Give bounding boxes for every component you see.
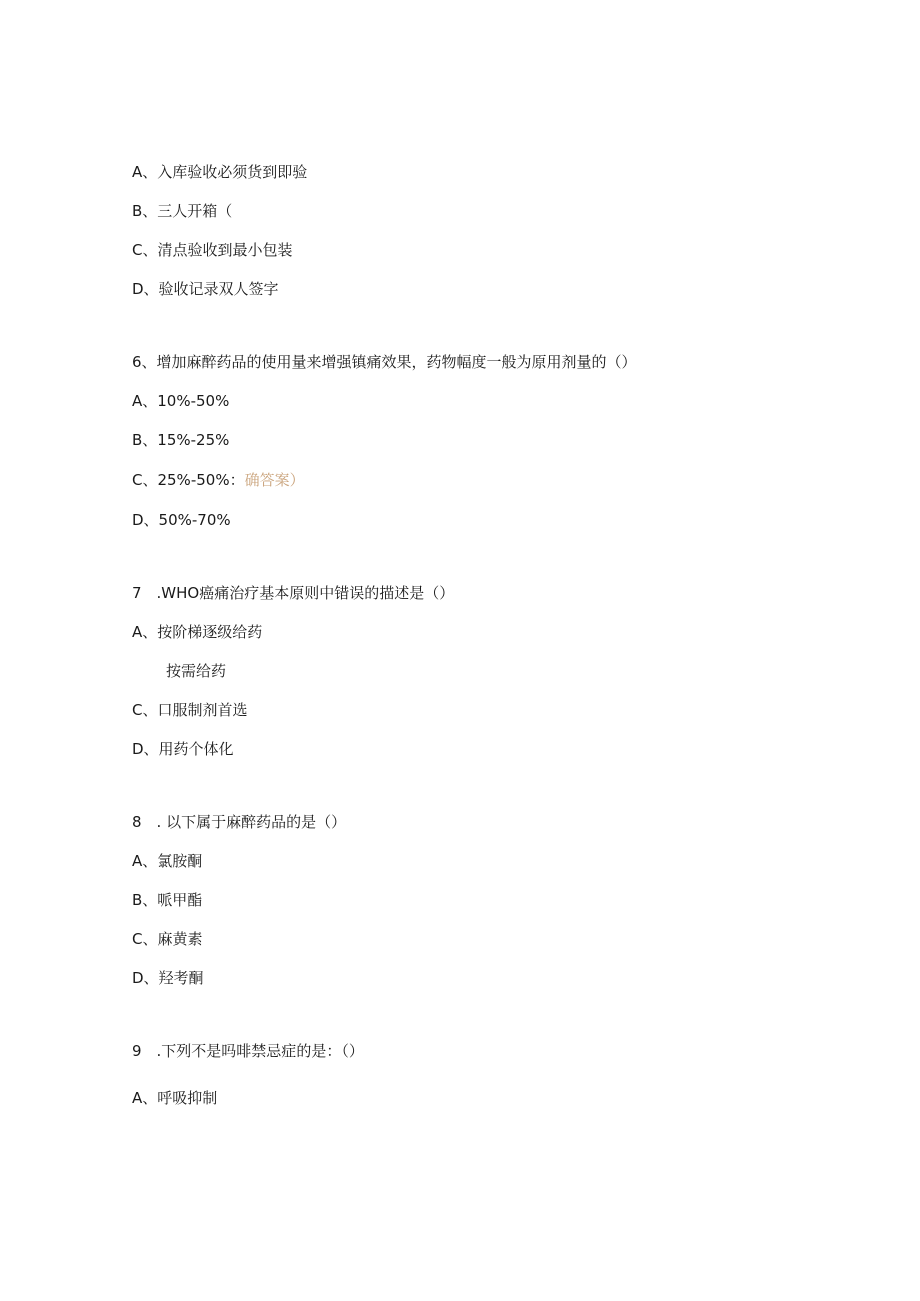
q8-option-a: A、氯胺酮: [132, 852, 203, 870]
q8-option-b: B、哌甲酯: [132, 891, 203, 909]
q7-option-d: D、用药个体化: [132, 740, 234, 758]
q7-stem: 7 .WHO癌痛治疗基本原则中错误的描述是（）: [132, 584, 455, 602]
q6-option-b: B、15%-25%: [132, 431, 230, 449]
q5-option-d: D、验收记录双人签字: [132, 280, 279, 298]
q8-option-c: C、麻黄素: [132, 930, 203, 948]
q6-option-c-text: C、25%-50%：: [132, 471, 245, 489]
q7-option-a: A、按阶梯逐级给药: [132, 623, 263, 641]
q7-option-c: C、口服制剂首选: [132, 701, 248, 719]
q8-stem: 8 . 以下属于麻醉药品的是（）: [132, 813, 347, 831]
q9-option-a: A、呼吸抑制: [132, 1089, 218, 1107]
q9-stem: 9 .下列不是吗啡禁忌症的是：（）: [132, 1042, 364, 1060]
q5-option-a: A、入库验收必须货到即验: [132, 163, 308, 181]
q6-option-a: A、10%-50%: [132, 392, 230, 410]
q5-option-b: B、三人开箱（: [132, 202, 233, 220]
q6-stem: 6、增加麻醉药品的使用量来增强镇痛效果，药物幅度一般为原用剂量的（）: [132, 353, 637, 371]
answer-note: 确答案）: [244, 471, 305, 489]
q7-option-b: 按需给药: [166, 662, 227, 680]
q6-option-c: [132, 470, 305, 490]
q5-option-c: C、清点验收到最小包装: [132, 241, 293, 259]
q6-option-d: D、50%-70%: [132, 511, 231, 529]
q8-option-d: D、羟考酮: [132, 969, 204, 987]
